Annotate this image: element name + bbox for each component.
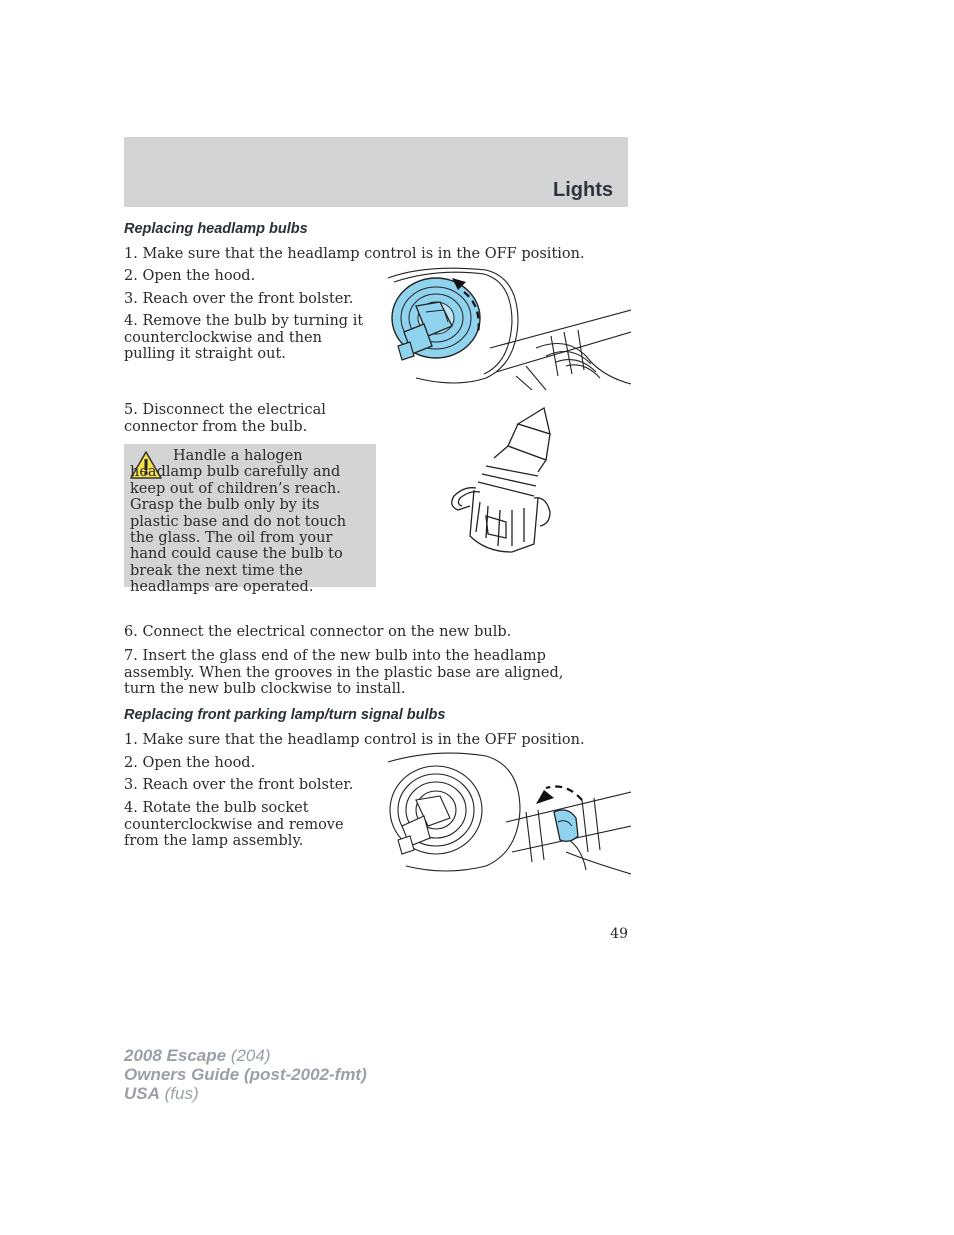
footer-line-2: Owners Guide (post-2002-fmt): [124, 1065, 367, 1084]
warning-box: [124, 444, 376, 596]
heading-replacing-headlamp-bulbs: Replacing headlamp bulbs: [124, 221, 308, 237]
halogen-bulb-illustration: [446, 406, 566, 566]
step2-4: 4. Rotate the bulb socket counterclockwise and remove from the lamp assembly.: [124, 800, 344, 849]
step-1: 1. Make sure that the headlamp control is in the OFF position.: [124, 246, 585, 262]
headlamp-removal-illustration: [386, 266, 631, 390]
footer-line-1: 2008 Escape (204): [124, 1046, 271, 1065]
warning-text: Handle a halogen headlamp bulb carefully and keep out of children’s reach. Grasp the bulb only by its plastic base and do not touch the glass. The oil from your hand could cause the bulb to break the next time the headlamps are operated.: [130, 448, 347, 596]
heading-replacing-front-parking-lamp: Replacing front parking lamp/turn signal bulbs: [124, 707, 446, 723]
step-3: 3. Reach over the front bolster.: [124, 291, 354, 307]
parking-lamp-illustration: [386, 752, 631, 876]
footer-line-3: USA (fus): [124, 1084, 199, 1103]
step2-1: 1. Make sure that the headlamp control is in the OFF position.: [124, 732, 585, 748]
page-number: 49: [610, 926, 628, 942]
step-4: 4. Remove the bulb by turning it counterclockwise and then pulling it straight out.: [124, 313, 364, 362]
step2-2: 2. Open the hood.: [124, 755, 256, 771]
document-footer: [124, 1046, 367, 1103]
step-7: 7. Insert the glass end of the new bulb into the headlamp assembly. When the grooves in the plastic base are aligned, turn the new bulb clockwise to install.: [124, 648, 564, 697]
step-2: 2. Open the hood.: [124, 268, 256, 284]
section-header-band: [124, 137, 628, 207]
step2-3: 3. Reach over the front bolster.: [124, 777, 354, 793]
section-title: Lights: [553, 179, 613, 201]
step-5: 5. Disconnect the electrical connector from the bulb.: [124, 402, 326, 435]
step-6: 6. Connect the electrical connector on the new bulb.: [124, 624, 512, 640]
